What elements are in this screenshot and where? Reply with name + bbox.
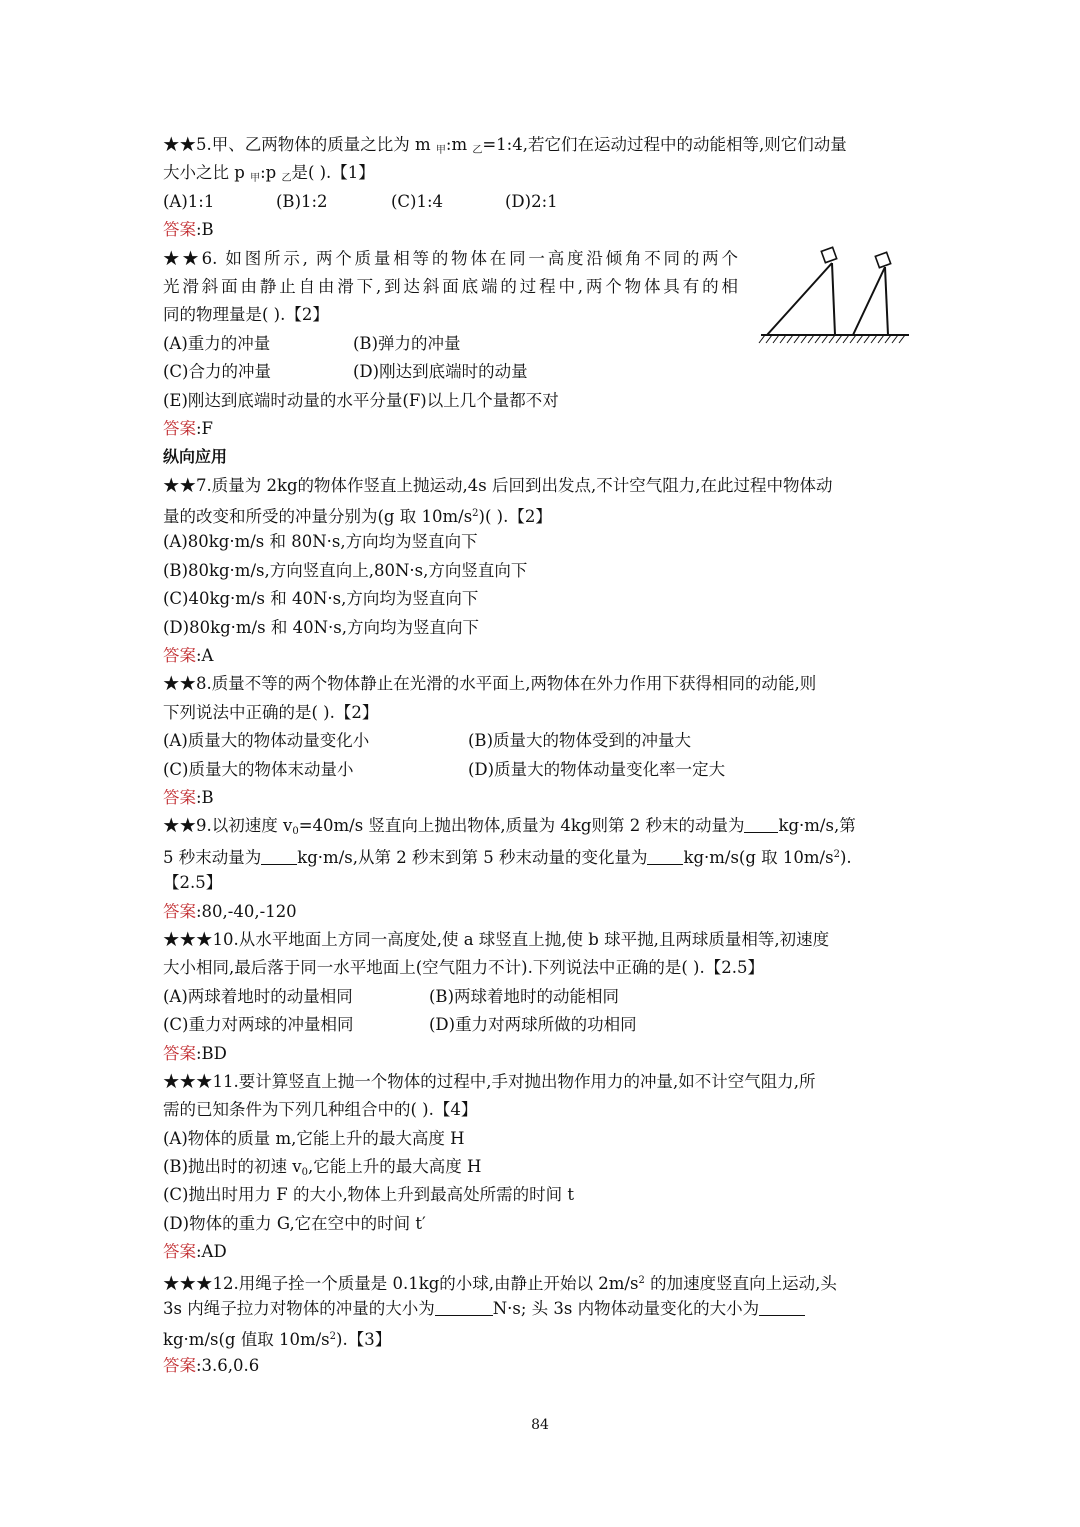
q7-option-c: (C)40kg·m/s 和 40N·s,方向均为竖直向下	[163, 589, 479, 609]
question-5	[163, 131, 919, 245]
q11-line-2: 需的已知条件为下列几种组合中的( ).【4】	[163, 1100, 478, 1120]
question-10	[163, 926, 919, 1068]
q11-answer: 答案:AD	[163, 1242, 227, 1262]
q10-answer: 答案:BD	[163, 1043, 227, 1063]
q10-option-a: (A)两球着地时的动量相同	[163, 986, 353, 1006]
q7-option-a: (A)80kg·m/s 和 80N·s,方向均为竖直向下	[163, 532, 478, 552]
q12-line-3: kg·m/s(g 值取 $10m/s^2$).【3】	[163, 1330, 392, 1350]
q10-line-2: 大小相同,最后落于同一水平地面上(空气阻力不计).下列说法中正确的是( ).【2.5】	[163, 958, 764, 978]
block-left	[821, 247, 836, 262]
q5-option-c: (C)1:4	[391, 191, 444, 211]
q6-answer: 答案:F	[163, 418, 214, 438]
q9-line-2: 5 秒末动量为 kg·m/s,从第 2 秒末到第 5 秒末动量的变化量为 kg·m/s(g 取 $10m/s^2$).	[163, 847, 852, 867]
q6-option-b: (B)弹力的冲量	[353, 333, 461, 353]
q12-answer: 答案:3.6,0.6	[163, 1355, 260, 1375]
q12-line-2: 3s 内绳子拉力对物体的冲量的大小为 N·s; 头 3s 内物体动量变化的大小为	[163, 1295, 919, 1323]
q6-line-1: ★★6. 如图所示, 两个质量相等的物体在同一高度沿倾角不同的两个	[163, 248, 738, 268]
q11-line-1: ★★★11.要计算竖直上抛一个物体的过程中,手对抛出物作用力的冲量,如不计空气阻力,所	[163, 1071, 816, 1091]
q11-option-a: (A)物体的质量 m,它能上升的最大高度 H	[163, 1128, 465, 1148]
q7-line-1: ★★7.质量为 2kg的物体作竖直上抛运动,4s 后回到出发点,不计空气阻力,在此过程中物体动	[163, 475, 833, 495]
inclined-planes-figure	[757, 245, 917, 355]
q5-option-a: (A)1:1	[163, 191, 215, 211]
q9-line-1: ★★9.以初速度 $v_0=40m/s$ 竖直向上抛出物体,质量为 4kg则第 2 秒末的动量为 kg·m/s,第	[163, 816, 856, 838]
q7-option-b: (B)80kg·m/s,方向竖直向上,80N·s,方向竖直向下	[163, 560, 528, 580]
q6-line-2: 光滑斜面由静止自由滑下,到达斜面底端的过程中,两个物体具有的相	[163, 276, 738, 296]
q7-option-d: (D)80kg·m/s 和 40N·s,方向均为竖直向下	[163, 617, 479, 637]
incline-right	[853, 267, 885, 335]
q12-blank-2	[759, 1297, 805, 1316]
q6-options-ef: (E)刚达到底端时动量的水平分量(F)以上几个量都不对	[163, 390, 559, 410]
q5-options	[163, 188, 919, 216]
question-8	[163, 670, 919, 812]
q9-line-3: 【2.5】	[163, 873, 223, 893]
q5-option-b: (B)1:2	[276, 191, 328, 211]
q5-option-d: (D)2:1	[505, 191, 558, 211]
q10-line-1: ★★★10.从水平地面上方同一高度处,使 a 球竖直上抛,使 b 球平抛,且两球质量相等,初速度	[163, 929, 830, 949]
q5-answer: 答案:B	[163, 220, 214, 240]
q12-blank-1	[435, 1297, 493, 1316]
q9-blank-2	[261, 846, 297, 865]
q7-answer: 答案:A	[163, 646, 214, 666]
question-9	[163, 812, 919, 926]
incline-left	[767, 263, 832, 335]
ground-hatching	[759, 335, 905, 343]
q7-line-2: 量的改变和所受的冲量分别为(g 取 $10m/s^2$)( ).【2】	[163, 507, 552, 527]
q6-option-c: (C)合力的冲量	[163, 362, 271, 382]
q8-answer: 答案:B	[163, 787, 214, 807]
incline-right-vertical	[885, 267, 888, 335]
q10-options-ab	[163, 983, 919, 1011]
page-number: 84	[531, 1417, 549, 1433]
q8-line-2: 下列说法中正确的是( ).【2】	[163, 702, 379, 722]
q8-option-d: (D)质量大的物体动量变化率一定大	[468, 759, 726, 779]
q9-blank-3	[647, 846, 683, 865]
question-12	[163, 1267, 919, 1381]
q8-option-c: (C)质量大的物体末动量小	[163, 759, 354, 779]
q6-option-d: (D)刚达到底端时的动量	[353, 362, 528, 382]
q10-option-d: (D)重力对两球所做的功相同	[429, 1015, 637, 1035]
q9-answer: 答案:80,-40,-120	[163, 901, 297, 921]
q10-option-b: (B)两球着地时的动能相同	[429, 986, 619, 1006]
q11-option-c: (C)抛出时用力 F 的大小,物体上升到最高处所需的时间 t	[163, 1185, 575, 1205]
content-body	[163, 131, 919, 1380]
q11-option-d: (D)物体的重力 G,它在空中的时间 t′	[163, 1213, 426, 1233]
q12-line-1: ★★★12.用绳子拴一个质量是 0.1kg的小球,由静止开始以 $2m/s^2$ 的加速度竖直向上运动,头	[163, 1273, 837, 1293]
q8-option-b: (B)质量大的物体受到的冲量大	[468, 731, 691, 751]
block-right	[875, 252, 890, 267]
q10-options-cd	[163, 1011, 919, 1039]
q5-line-1: ★★5.甲、乙两物体的质量之比为 m $_甲$:m $_乙$=1:4,若它们在运动过程中的动能相等,则它们动量	[163, 135, 847, 156]
question-11	[163, 1068, 919, 1267]
section-title: 纵向应用	[163, 447, 228, 467]
q5-line-2: 大小之比 p $_甲$:p $_乙$是( ).【1】	[163, 163, 375, 185]
q6-line-3: 同的物理量是( ).【2】	[163, 305, 329, 325]
q8-options-cd	[163, 756, 919, 784]
q6-options-ab	[163, 330, 738, 358]
q6-options-cd	[163, 358, 738, 386]
incline-left-vertical	[832, 263, 835, 335]
q9-blank-1	[744, 814, 778, 833]
q8-options-ab	[163, 727, 919, 755]
question-7	[163, 472, 919, 671]
q6-option-a: (A)重力的冲量	[163, 333, 271, 353]
q8-option-a: (A)质量大的物体动量变化小	[163, 731, 370, 751]
q11-option-b: (B)抛出时的初速 $v_0$,它能上升的最大高度 H	[163, 1157, 482, 1179]
question-6	[163, 245, 919, 444]
q8-line-1: ★★8.质量不等的两个物体静止在光滑的水平面上,两物体在外力作用下获得相同的动能,则	[163, 674, 817, 694]
q10-option-c: (C)重力对两球的冲量相同	[163, 1015, 354, 1035]
